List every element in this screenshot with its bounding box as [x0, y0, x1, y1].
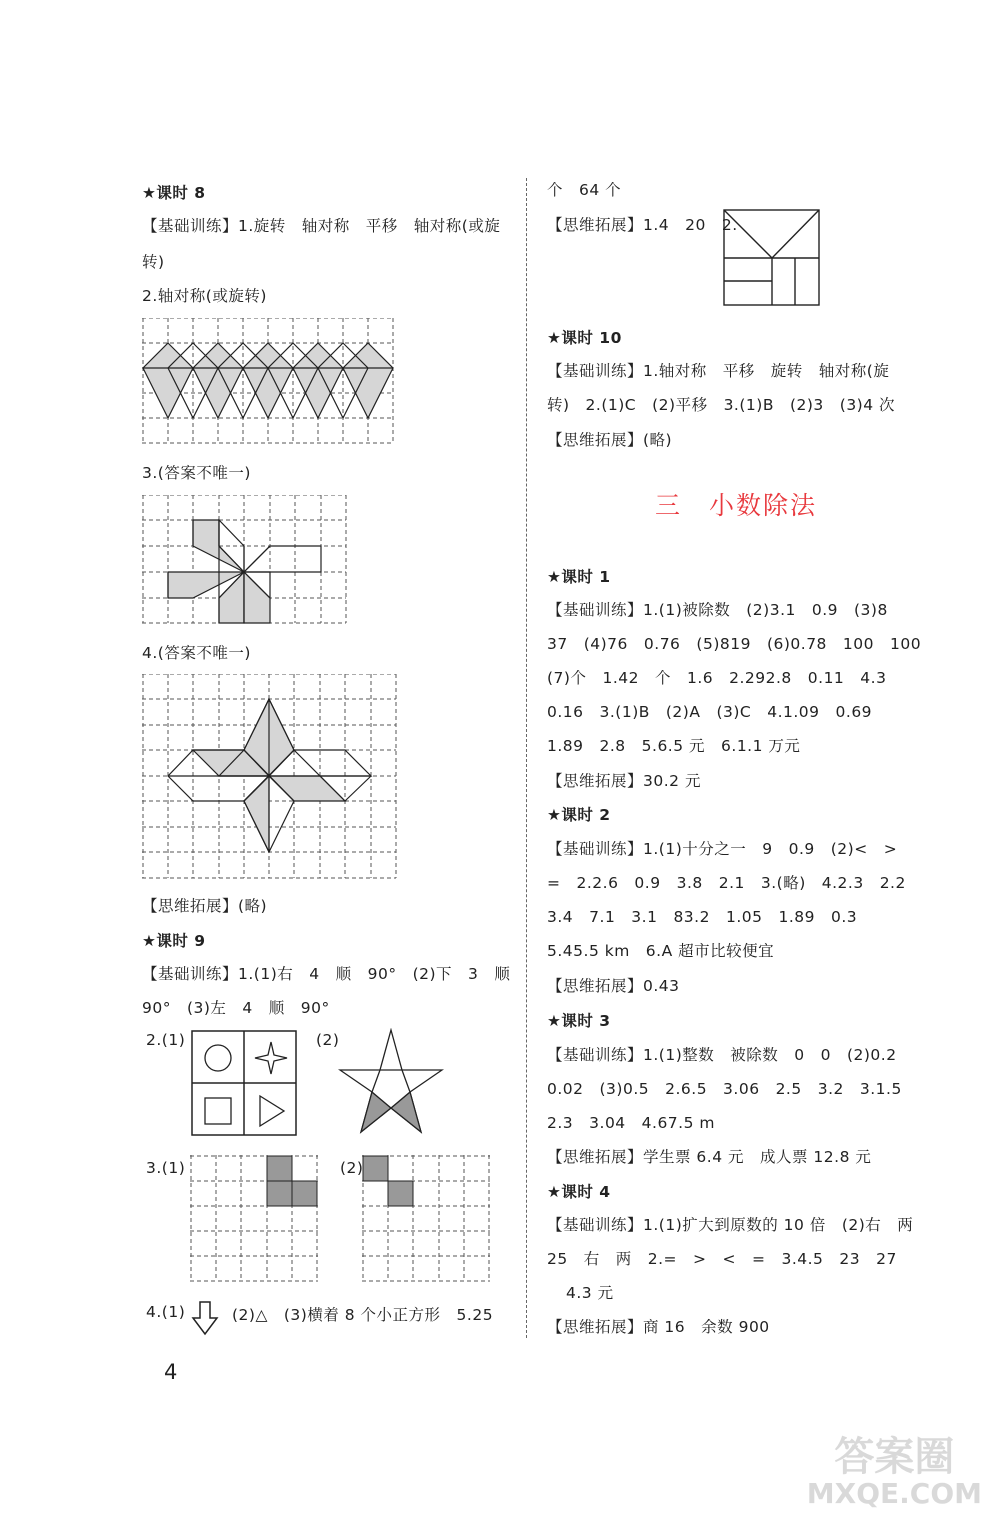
ch3-l2-line3: 3.4 7.1 3.1 83.2 1.05 1.89 0.3: [547, 908, 858, 926]
watermark-line2: MXQE.COM: [806, 1477, 982, 1510]
lesson-10-basic-line2: 转) 2.(1)C (2)平移 3.(1)B (2)3 (3)4 次: [547, 396, 896, 414]
chapter-title: 三 小数除法: [655, 491, 818, 520]
continued-line: 个 64 个: [547, 181, 622, 199]
column-divider: [526, 178, 527, 1338]
lesson-9-q4-rest: (2)△ (3)横着 8 个小正方形 5.25: [232, 1306, 494, 1324]
ch3-lesson-2-header: ★课时 2: [547, 806, 611, 824]
ch3-l4-line1: 【基础训练】1.(1)扩大到原数的 10 倍 (2)右 两: [547, 1216, 914, 1234]
ch3-lesson-4-header: ★课时 4: [547, 1183, 611, 1201]
ch3-l3-line3: 2.3 3.04 4.67.5 m: [547, 1114, 715, 1132]
lesson-10-thinking: 【思维拓展】(略): [547, 431, 673, 449]
ch3-l1-line5: 1.89 2.8 5.6.5 元 6.1.1 万元: [547, 737, 801, 755]
ch3-l4-line3: 4.3 元: [566, 1284, 614, 1302]
shapes-box: [191, 1030, 299, 1138]
ch3-l2-line2: = 2.2.6 0.9 3.8 2.1 3.(略) 4.2.3 2.2: [547, 874, 906, 892]
grid-star-pattern: [142, 674, 398, 880]
ch3-lesson-1-header: ★课时 1: [547, 568, 611, 586]
ch3-l1-line2: 37 (4)76 0.76 (5)819 (6)0.78 100 100: [547, 635, 922, 653]
lesson-9-q3-2-label: (2): [340, 1159, 364, 1177]
lesson-8-thinking: 【思维拓展】(略): [142, 897, 268, 915]
ch3-l1-line4: 0.16 3.(1)B (2)A (3)C 4.1.09 0.69: [547, 703, 873, 721]
down-arrow-icon: [191, 1300, 219, 1336]
page-number: 4: [164, 1360, 178, 1384]
ch3-l4-line2: 25 右 两 2.= > < = 3.4.5 23 27: [547, 1250, 897, 1268]
ch3-l1-line3: (7)个 1.42 个 1.6 2.292.8 0.11 4.3: [547, 669, 887, 687]
grid-shaded-b: [362, 1155, 492, 1283]
lesson-8-q2: 2.轴对称(或旋转): [142, 287, 267, 305]
lesson-10-basic-line1: 【基础训练】1.轴对称 平移 旋转 轴对称(旋: [547, 362, 890, 380]
lesson-9-q2-2-label: (2): [316, 1031, 340, 1049]
lesson-8-q3: 3.(答案不唯一): [142, 464, 251, 482]
ch3-l3-line1: 【基础训练】1.(1)整数 被除数 0 0 (2)0.2: [547, 1046, 897, 1064]
ch3-l2-thinking: 【思维拓展】0.43: [547, 977, 680, 995]
square-division-figure: [723, 209, 821, 307]
lesson-9-basic-line1: 【基础训练】1.(1)右 4 顺 90° (2)下 3 顺: [142, 965, 511, 983]
ch3-l1-line1: 【基础训练】1.(1)被除数 (2)3.1 0.9 (3)8: [547, 601, 888, 619]
lesson-8-basic-line1: 【基础训练】1.旋转 轴对称 平移 轴对称(或旋: [142, 217, 501, 235]
lesson-10-header: ★课时 10: [547, 329, 622, 347]
ch3-l2-line4: 5.45.5 km 6.A 超市比较便宜: [547, 942, 775, 960]
thinking-1: 【思维拓展】1.4 20 2.: [547, 216, 738, 234]
ch3-l4-thinking: 【思维拓展】商 16 余数 900: [547, 1318, 770, 1336]
lesson-9-q2-1-label: 2.(1): [146, 1031, 186, 1049]
lesson-8-header: ★课时 8: [142, 184, 206, 202]
ch3-l3-line2: 0.02 (3)0.5 2.6.5 3.06 2.5 3.2 3.1.5: [547, 1080, 902, 1098]
five-point-star: [338, 1028, 444, 1136]
grid-pinwheel-pattern: [142, 495, 348, 625]
lesson-8-q4: 4.(答案不唯一): [142, 644, 251, 662]
ch3-l1-thinking: 【思维拓展】30.2 元: [547, 772, 701, 790]
lesson-9-q4-1-label: 4.(1): [146, 1303, 186, 1321]
watermark-logo: [807, 1435, 982, 1509]
lesson-9-q3-1-label: 3.(1): [146, 1159, 186, 1177]
grid-diamond-pattern: [142, 318, 396, 444]
grid-shaded-a: [190, 1155, 320, 1283]
watermark-line1: 答案圈: [834, 1434, 955, 1480]
ch3-l2-line1: 【基础训练】1.(1)十分之一 9 0.9 (2)< >: [547, 840, 898, 858]
lesson-8-basic-line2: 转): [142, 253, 165, 271]
ch3-lesson-3-header: ★课时 3: [547, 1012, 611, 1030]
lesson-9-header: ★课时 9: [142, 932, 206, 950]
ch3-l3-thinking: 【思维拓展】学生票 6.4 元 成人票 12.8 元: [547, 1148, 872, 1166]
lesson-9-basic-line2: 90° (3)左 4 顺 90°: [142, 999, 330, 1017]
